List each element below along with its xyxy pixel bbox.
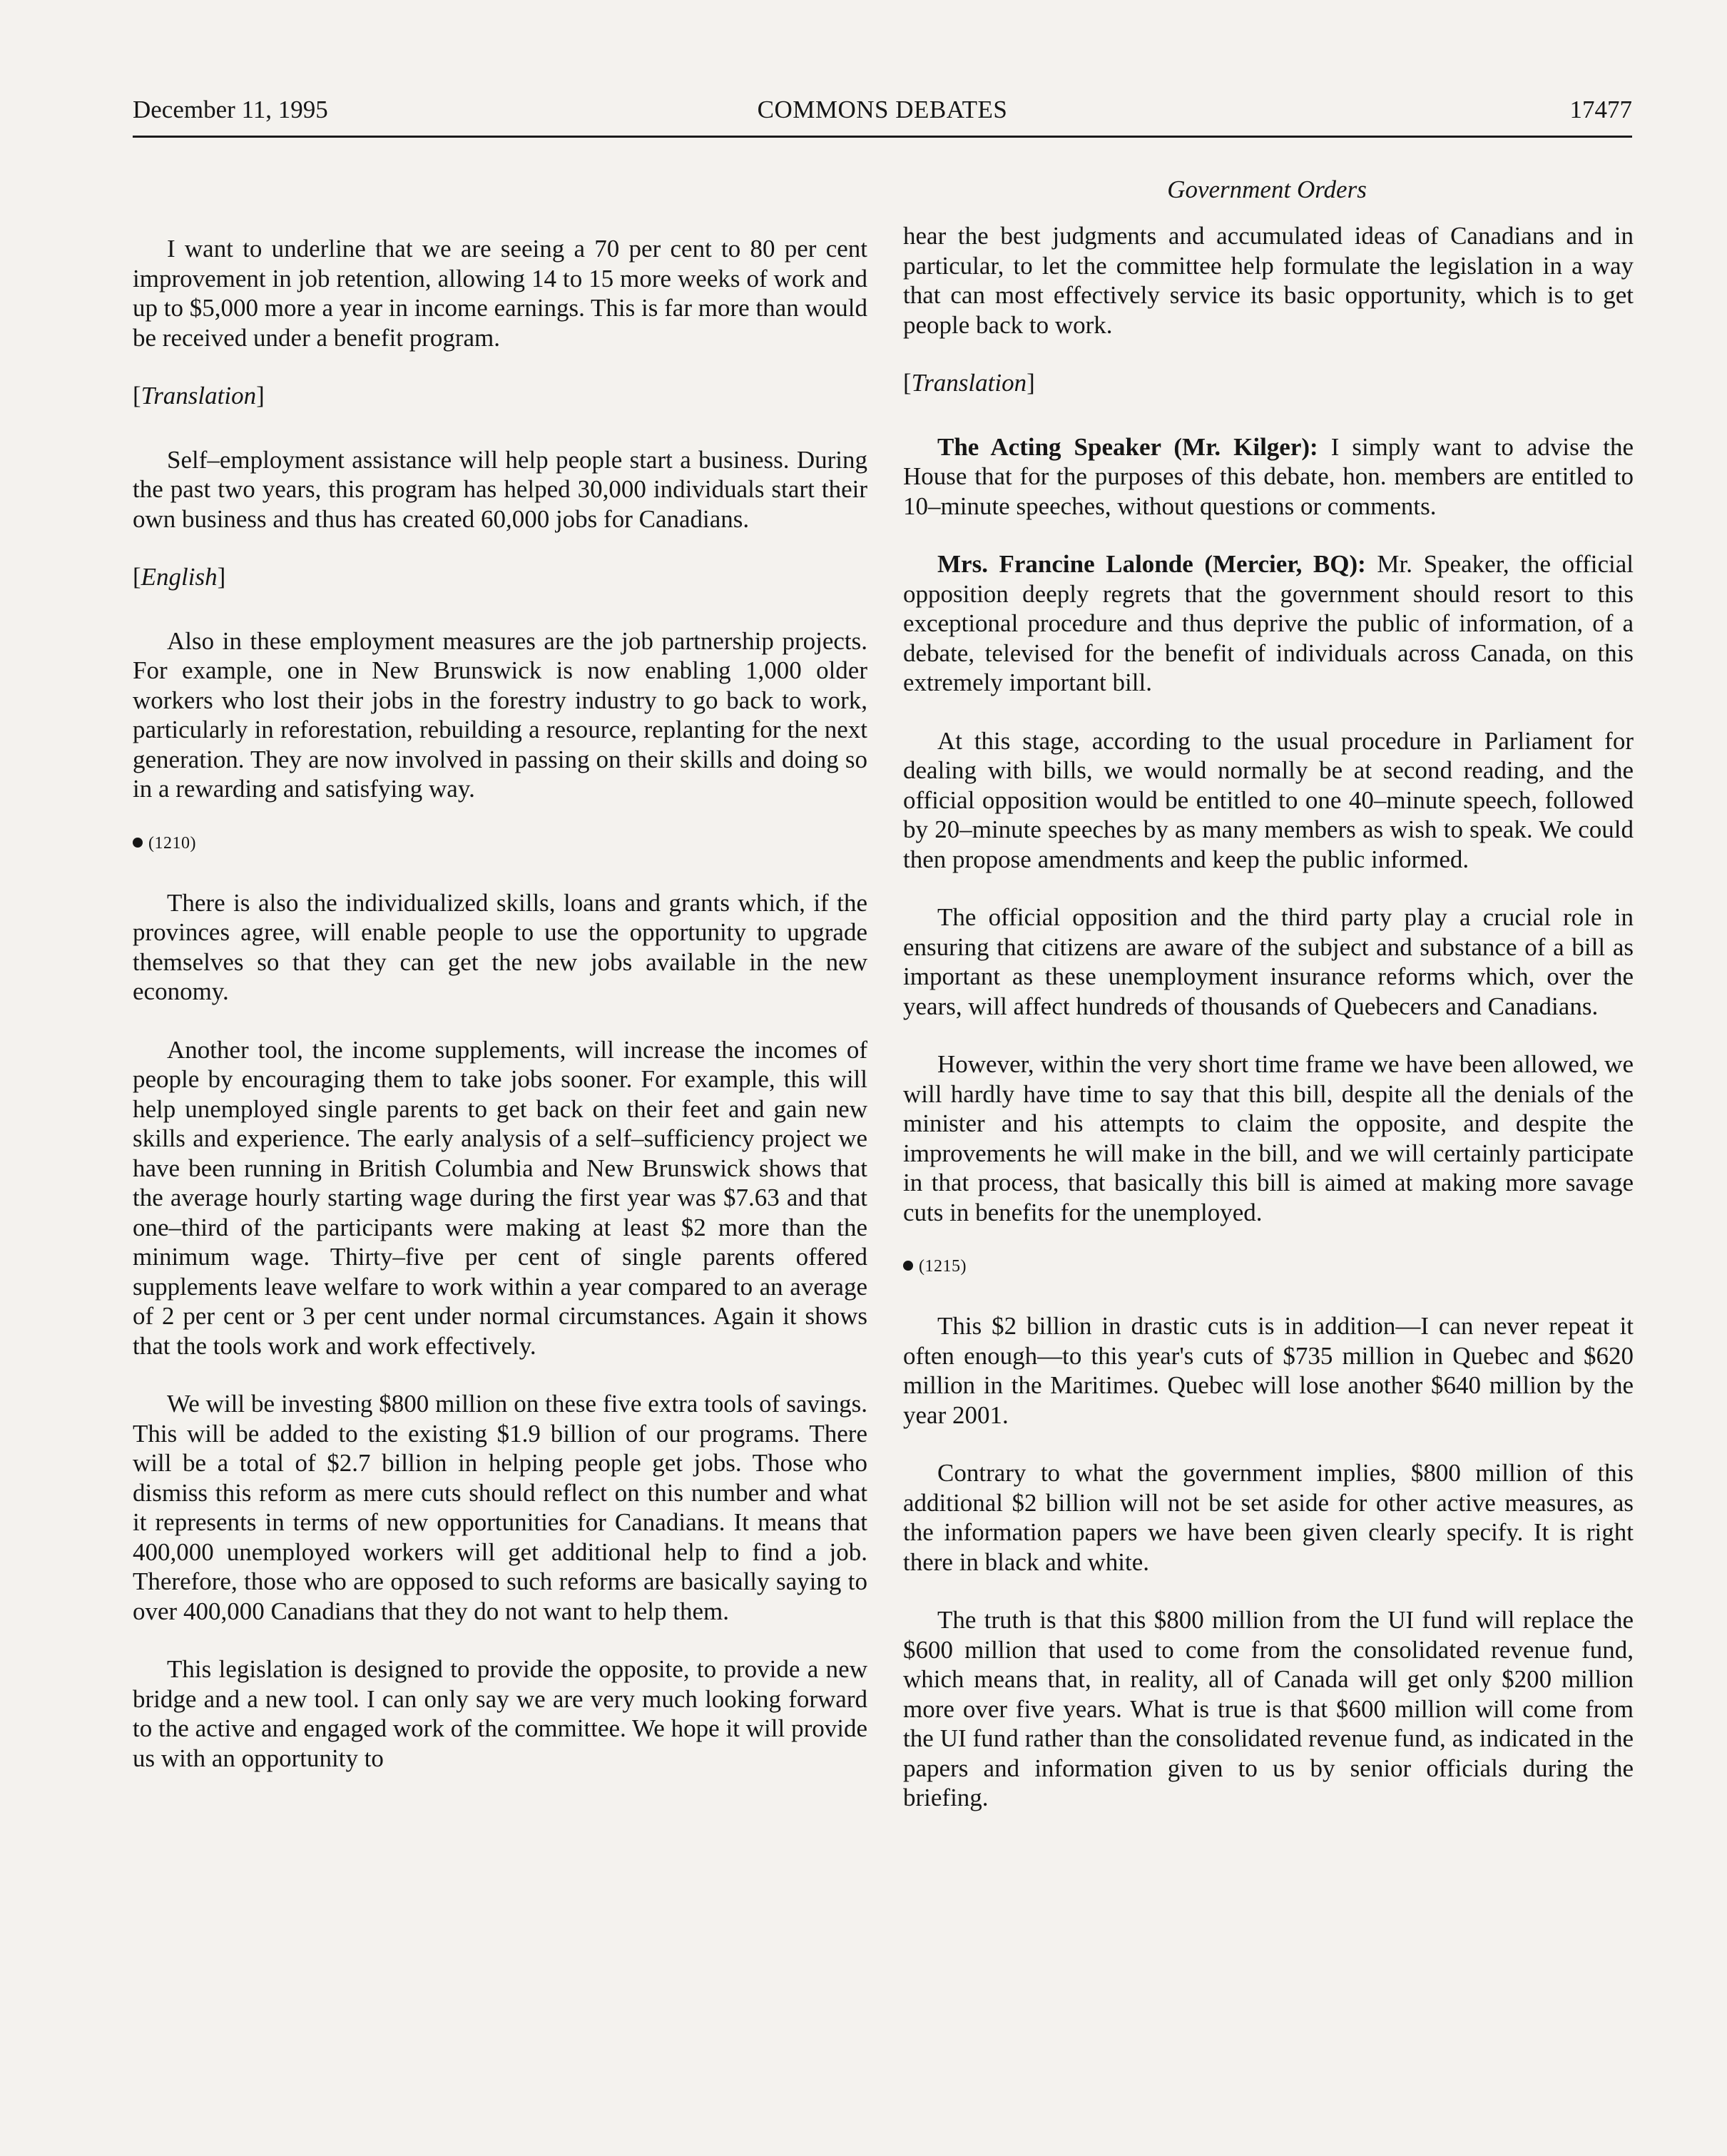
time-marker [903,1256,1634,1277]
paragraph: Self–employment assistance will help people start a business. During the past two years, this program has helped 30,000 individuals start their own business and thus has created 60,000 jobs for Canadians. [133,445,867,533]
section-label: Government Orders [1167,176,1367,203]
language-marker: [English] [133,563,226,591]
language-marker: [Translation] [903,369,1035,397]
header-page-number: 17477 [1569,96,1632,123]
page-header [133,94,1632,137]
paragraph: We will be investing $800 million on these five extra tools of savings. This will be added to the existing $1.9 billion of our programs. There will be a total of $2.7 billion in helping people get jobs. Those who dismiss this reform as mere cuts should reflect on this number and what it represents in terms of new opportunities for Canadians. It means that 400,000 unemployed workers will get additional help to find a job. Therefore, those who are opposed to such reforms are basically saying to over 400,000 Canadians that they do not want to help them. [133,1390,867,1625]
paragraph: hear the best judgments and accumulated ideas of Canadians and in particular, to let the committee help formulate the legislation in a way that can most effectively service its basic opportunity, which is to get people back to work. [903,222,1634,339]
paragraph: Another tool, the income supplements, will increase the incomes of people by encouraging them to take jobs sooner. For example, this will help unemployed single parents to get back on their feet and gain new skills and experience. The early analysis of a self–sufficiency project we have been running in British Columbia and New Brunswick shows that the average hourly starting wage during the first year was $7.63 and that one–third of the participants were making at least $2 more than the minimum wage. Thirty–five per cent of single parents offered supplements leave welfare to work within a year compared to an average of 2 per cent or 3 per cent under normal circumstances. Again it shows that the tools work and work effectively. [133,1035,867,1360]
paragraph: The truth is that this $800 million from the UI fund will replace the $600 million that used to come from the consolidated revenue fund, which means that, in reality, all of Canada will get only $200 million more over five years. What is true is that $600 million will come from the UI fund rather than the consolidated revenue fund, as indicated in the papers and information given to us by senior officials during the briefing. [903,1606,1634,1811]
speech-text: I simply want to advise the House that for the purposes of this debate, hon. members are entitled to 10–minute speeches, without questions or comments. [903,432,1634,520]
speech-text: Mr. Speaker, the official opposition deeply regrets that the government should resort to this exceptional procedure and thus deprive the public of information, of a debate, televised for the benefit of individuals across Canada, on this extremely important bill. [903,550,1634,696]
header-publication: COMMONS DEBATES [757,96,1008,123]
bullet-icon [133,838,143,848]
paragraph: At this stage, according to the usual procedure in Parliament for dealing with bills, we would normally be at second reading, and the official opposition would be entitled to one 40–minute speech, followed by 20–minute speeches by as many members as wish to speak. We could then propose amendments and keep the public informed. [903,726,1634,873]
speech-paragraph [903,432,1634,522]
paragraph: Also in these employment measures are the job partnership projects. For example, one in New Brunswick is now enabling 1,000 older workers who lost their jobs in the forestry industry to go back to work, particularly in reforestation, rebuilding a resource, replanting for the next generation. They are now involved in passing on their skills and doing so in a rewarding and satisfying way. [133,626,867,803]
language-marker: [Translation] [133,382,265,410]
speaker-name: Mrs. Francine Lalonde (Mercier, BQ): [937,550,1366,578]
paragraph: There is also the individualized skills, loans and grants which, if the provinces agree, will enable people to use the opportunity to upgrade themselves so that they can get the new jobs available in the new economy. [133,888,867,1005]
header-date: December 11, 1995 [133,96,328,123]
right-column [903,221,1634,1841]
language-marker-text: Translation [911,369,1027,397]
left-column [133,221,867,1801]
paragraph: This legislation is designed to provide the opposite, to provide a new bridge and a new tool. I can only say we are very much looking forward to the active and engaged work of the committee. We hope it will provide us with an opportunity to [133,1655,867,1772]
speaker-name: The Acting Speaker (Mr. Kilger): [937,432,1318,461]
language-marker-text: English [141,563,218,591]
paragraph: This $2 billion in drastic cuts is in addition—I can never repeat it often enough—to this year's cuts of $735 million in Quebec and $620 million in the Maritimes. Quebec will lose another $640 million by the year 2001. [903,1312,1634,1429]
paragraph: Contrary to what the government implies, $800 million of this additional $2 billion will not be set aside for other active measures, as the information papers we have been given clearly specify. It is right there in black and white. [903,1459,1634,1576]
time-marker-text: (1210) [148,833,196,853]
speech-paragraph [903,549,1634,698]
paragraph: I want to underline that we are seeing a 70 per cent to 80 per cent improvement in job retention, allowing 14 to 15 more weeks of work and up to $5,000 more a year in income earnings. This is far more than would be received under a benefit program. [133,235,867,352]
time-marker [133,833,867,854]
time-marker-text: (1215) [919,1257,967,1276]
bullet-icon [903,1261,913,1271]
paragraph: The official opposition and the third party play a crucial role in ensuring that citizens are aware of the subject and substance of a bill as important as these unemployment insurance reforms which, over the years, will affect hundreds of thousands of Quebecers and Canadians. [903,903,1634,1020]
language-marker-text: Translation [141,382,257,410]
header-rule [133,136,1632,138]
paragraph: However, within the very short time frame we have been allowed, we will hardly have time to say that this bill, despite all the denials of the minister and his attempts to claim the opposite, and despite the improvements he will make in the bill, and we will certainly participate in that process, that basically this bill is aimed at making more savage cuts in benefits for the unemployed. [903,1050,1634,1226]
